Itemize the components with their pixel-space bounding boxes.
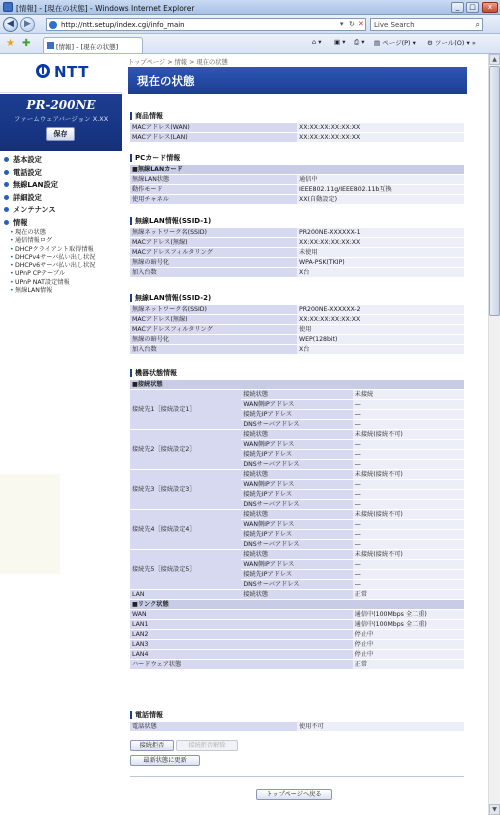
sidebar-menu [4,154,95,295]
address-bar [0,15,500,34]
table-row [130,195,464,205]
row-value: — [353,440,464,450]
subheading: ■無線LANカード [130,165,464,175]
row-value: 通信中(100Mbps 全二重) [353,610,464,620]
dropdown-icon[interactable]: ▾ [340,20,344,28]
row-key: 接続先IPアドレス [241,570,352,580]
sidebar-item-wireless[interactable]: 無線LAN設定 [4,179,95,192]
row-key: 接続状態 [241,510,352,520]
sidebar-item-info[interactable]: 情報 [4,217,95,230]
row-key: LAN3 [130,640,353,650]
row-value: 使用 [297,325,464,335]
tools-menu[interactable]: ⚙ ツール(O) ▾ » [427,39,476,47]
table-row [130,228,464,238]
add-favorites-icon[interactable]: ✚ [22,38,31,49]
submenu-upnp-nat[interactable]: • UPnP NAT設定情報 [4,279,95,287]
row-key: 動作モード [130,185,297,195]
submenu-current-status[interactable]: • 現在の状態 [4,229,95,237]
sidebar-item-advanced[interactable]: 詳細設定 [4,192,95,205]
feeds-icon[interactable]: ▣ ▾ [334,38,346,46]
favorites-star-icon[interactable]: ★ [6,38,15,49]
ssid2-table [130,305,464,355]
table-row [130,590,464,600]
row-key: 接続状態 [241,590,352,600]
row-value: PR200NE-XXXXXX-2 [297,305,464,315]
row-value: — [353,560,464,570]
breadcrumb: トップページ > 情報 > 現在の状態 [128,59,228,66]
table-row [130,722,464,732]
row-value: WEP(128bit) [297,335,464,345]
ntt-logo-mark [36,64,50,78]
section-title-device: 機器状態情報 [130,368,177,378]
row-key: 接続先IPアドレス [241,450,352,460]
row-key: WAN側IPアドレス [241,520,352,530]
row-value: XX:XX:XX:XX:XX:XX [297,315,464,325]
connection-group-name: 接続先5［接続設定5］ [130,550,241,590]
row-value: 未接続 [353,390,464,400]
section-title-product: 商品情報 [130,111,163,121]
tab-current[interactable] [43,37,143,53]
submenu-wlan-info[interactable]: • 無線LAN情報 [4,287,95,295]
row-key: 無線の暗号化 [130,258,297,268]
row-key: 無線ネットワーク名(SSID) [130,228,297,238]
row-value: XX:XX:XX:XX:XX:XX [297,133,464,143]
table-row [130,345,464,355]
submenu-upnp-cp[interactable]: • UPnP CPテーブル [4,270,95,278]
row-value: — [353,420,464,430]
row-value: — [353,580,464,590]
table-row [130,315,464,325]
row-key: 加入台数 [130,345,297,355]
table-row [130,165,464,175]
row-value: XX:XX:XX:XX:XX:XX [297,123,464,133]
refresh-status-button[interactable]: 最新状態に更新 [130,755,200,766]
row-key: MACアドレスフィルタリング [130,325,297,335]
table-row [130,640,464,650]
row-key: 電話状態 [130,722,297,732]
row-value: — [353,530,464,540]
row-value: — [353,460,464,470]
device-table [130,380,464,670]
row-value: XX(自動設定) [297,195,464,205]
row-key: 無線ネットワーク名(SSID) [130,305,297,315]
table-row [130,470,464,480]
table-row [130,133,464,143]
lan-name: LAN [130,590,241,600]
print-icon[interactable]: ⎙ ▾ [354,38,365,46]
section-title-pccard: PCカード情報 [130,153,180,163]
table-row [130,600,464,610]
row-key: DNSサーバアドレス [241,420,352,430]
row-value: WPA-PSK(TKIP) [297,258,464,268]
ssid1-table [130,228,464,278]
submenu-comm-log[interactable]: • 通信情報ログ [4,237,95,245]
connection-group-name: 接続先1［接続設定1］ [130,390,241,430]
row-key: 接続状態 [241,550,352,560]
page-title: 現在の状態 [137,74,195,88]
submenu-dhcpv4-server[interactable]: • DHCPv4サーバ払い出し状況 [4,254,95,262]
row-value: — [353,450,464,460]
ntt-logo-text: NTT [54,63,89,81]
row-value: — [353,490,464,500]
product-table [130,123,464,143]
forward-button[interactable]: ▶ [20,17,35,32]
search-icon[interactable]: ⌕ [475,20,480,29]
ie-icon [3,2,13,12]
row-value: 未接続(接続不可) [353,470,464,480]
row-value: 通信中 [297,175,464,185]
row-key: MACアドレス(LAN) [130,133,297,143]
table-row [130,305,464,315]
scroll-thumb[interactable] [489,66,500,316]
main-content [124,54,486,815]
row-key: DNSサーバアドレス [241,540,352,550]
table-row [130,620,464,630]
row-value: XX:XX:XX:XX:XX:XX [297,238,464,248]
row-key: DNSサーバアドレス [241,500,352,510]
tab-bar [0,34,500,54]
row-value: X台 [297,268,464,278]
row-value: 未使用 [297,248,464,258]
row-value: X台 [297,345,464,355]
scroll-up-icon[interactable]: ▲ [489,54,500,65]
sidebar [0,54,122,815]
table-row [130,650,464,660]
table-row [130,430,464,440]
table-row [130,238,464,248]
back-button[interactable]: ◀ [3,17,18,32]
table-row [130,550,464,560]
row-key: 接続先IPアドレス [241,410,352,420]
submenu-dhcpv6-server[interactable]: • DHCPv6サーバ払い出し状況 [4,262,95,270]
window-titlebar [0,0,500,15]
row-key: 使用チャネル [130,195,297,205]
section-title-ssid1: 無線LAN情報(SSID-1) [130,216,211,226]
table-row [130,380,464,390]
row-value: — [353,480,464,490]
page-header [128,67,467,94]
vertical-scrollbar[interactable] [488,54,500,815]
subheading: ■接続状態 [130,380,464,390]
row-key: LAN1 [130,620,353,630]
row-value: 通信中(100Mbps 全二重) [353,620,464,630]
pccard-table [130,165,464,205]
tab-page-icon [47,42,54,49]
row-value: PR200NE-XXXXXX-1 [297,228,464,238]
row-value: IEEE802.11g/IEEE802.11b互換 [297,185,464,195]
row-key: MACアドレス(無線) [130,238,297,248]
divider [130,776,464,777]
row-value: 停止中 [353,630,464,640]
row-key: 加入台数 [130,268,297,278]
row-key: 接続先IPアドレス [241,490,352,500]
row-key: WAN側IPアドレス [241,480,352,490]
window-title: [情報] - [現在の状態] - Windows Internet Explorer [16,4,195,13]
row-value: 停止中 [353,650,464,660]
sidebar-item-phone[interactable]: 電話設定 [4,167,95,180]
row-key: WAN [130,610,353,620]
ntt-logo [0,54,122,93]
table-row [130,630,464,640]
table-row [130,258,464,268]
model-panel [0,94,122,151]
search-placeholder: Live Search [374,21,415,29]
row-key: WAN側IPアドレス [241,400,352,410]
row-key: WAN側IPアドレス [241,560,352,570]
connection-reject-cancel-button[interactable]: 接続拒否解除 [176,740,238,751]
table-row [130,390,464,400]
row-key: DNSサーバアドレス [241,580,352,590]
row-value: 停止中 [353,640,464,650]
row-key: DNSサーバアドレス [241,460,352,470]
stop-icon[interactable]: ✕ [358,20,364,28]
row-key: 無線LAN状態 [130,175,297,185]
row-key: ハードウェア状態 [130,660,353,670]
subheading: ■リンク状態 [130,600,464,610]
save-button[interactable]: 保存 [46,127,75,141]
search-input[interactable] [370,18,483,31]
connection-group-name: 接続先3［接続設定3］ [130,470,241,510]
row-key: 接続状態 [241,430,352,440]
row-key: LAN4 [130,650,353,660]
section-title-phone: 電話情報 [130,710,163,720]
page-menu-label: ページ(P) [382,39,411,47]
row-value: 未接続(接続不可) [353,510,464,520]
row-value: — [353,570,464,580]
page-icon [49,21,57,29]
table-row [130,268,464,278]
row-value: — [353,400,464,410]
row-value: 正常 [353,590,464,600]
url-text: http://ntt.setup/index.cgi/info_main [61,21,185,29]
sidebar-item-basic[interactable]: 基本設定 [4,154,95,167]
section-title-ssid2: 無線LAN情報(SSID-2) [130,293,211,303]
table-row [130,335,464,345]
table-row [130,660,464,670]
row-key: 無線の暗号化 [130,335,297,345]
row-key: 接続状態 [241,470,352,480]
row-key: MACアドレス(WAN) [130,123,297,133]
url-field[interactable] [46,18,366,31]
scroll-down-icon[interactable]: ▼ [489,804,500,815]
row-key: WAN側IPアドレス [241,440,352,450]
row-key: 接続先IPアドレス [241,530,352,540]
table-row [130,248,464,258]
firmware-version: ファームウェアバージョン X.XX [13,115,109,123]
tools-menu-label: ツール(O) [434,39,465,47]
row-value: — [353,520,464,530]
row-key: LAN2 [130,630,353,640]
row-value: 使用不可 [297,722,464,732]
phone-table [130,722,464,732]
table-row [130,325,464,335]
table-row [130,175,464,185]
table-row [130,185,464,195]
sidebar-item-maintenance[interactable]: メンテナンス [4,204,95,217]
home-icon[interactable]: ⌂ ▾ [312,38,322,46]
row-key: MACアドレスフィルタリング [130,248,297,258]
row-value: 未接続(接続不可) [353,430,464,440]
tab-label: [情報] - [現在の状態] [56,43,119,51]
table-row [130,123,464,133]
close-button[interactable]: x [482,2,498,13]
refresh-icon[interactable]: ↻ [349,20,355,28]
sidebar-blank-area [0,474,60,574]
row-value: 正常 [353,660,464,670]
minimize-button[interactable]: _ [451,2,464,13]
connection-group-name: 接続先4［接続設定4］ [130,510,241,550]
maximize-button[interactable]: □ [466,2,479,13]
row-key: 接続状態 [241,390,352,400]
table-row [130,610,464,620]
back-to-top-button[interactable]: トップページへ戻る [256,789,332,800]
connection-group-name: 接続先2［接続設定2］ [130,430,241,470]
submenu-dhcp-client[interactable]: • DHCPクライアント取得情報 [4,246,95,254]
row-value: — [353,540,464,550]
row-value: — [353,500,464,510]
row-value: 未接続(接続不可) [353,550,464,560]
page-menu[interactable]: ▤ ページ(P) ▾ [374,39,416,47]
connection-reject-button[interactable]: 接続拒否 [130,740,174,751]
table-row [130,510,464,520]
row-value: — [353,410,464,420]
row-key: MACアドレス(無線) [130,315,297,325]
model-name: PR-200NE [26,98,96,112]
